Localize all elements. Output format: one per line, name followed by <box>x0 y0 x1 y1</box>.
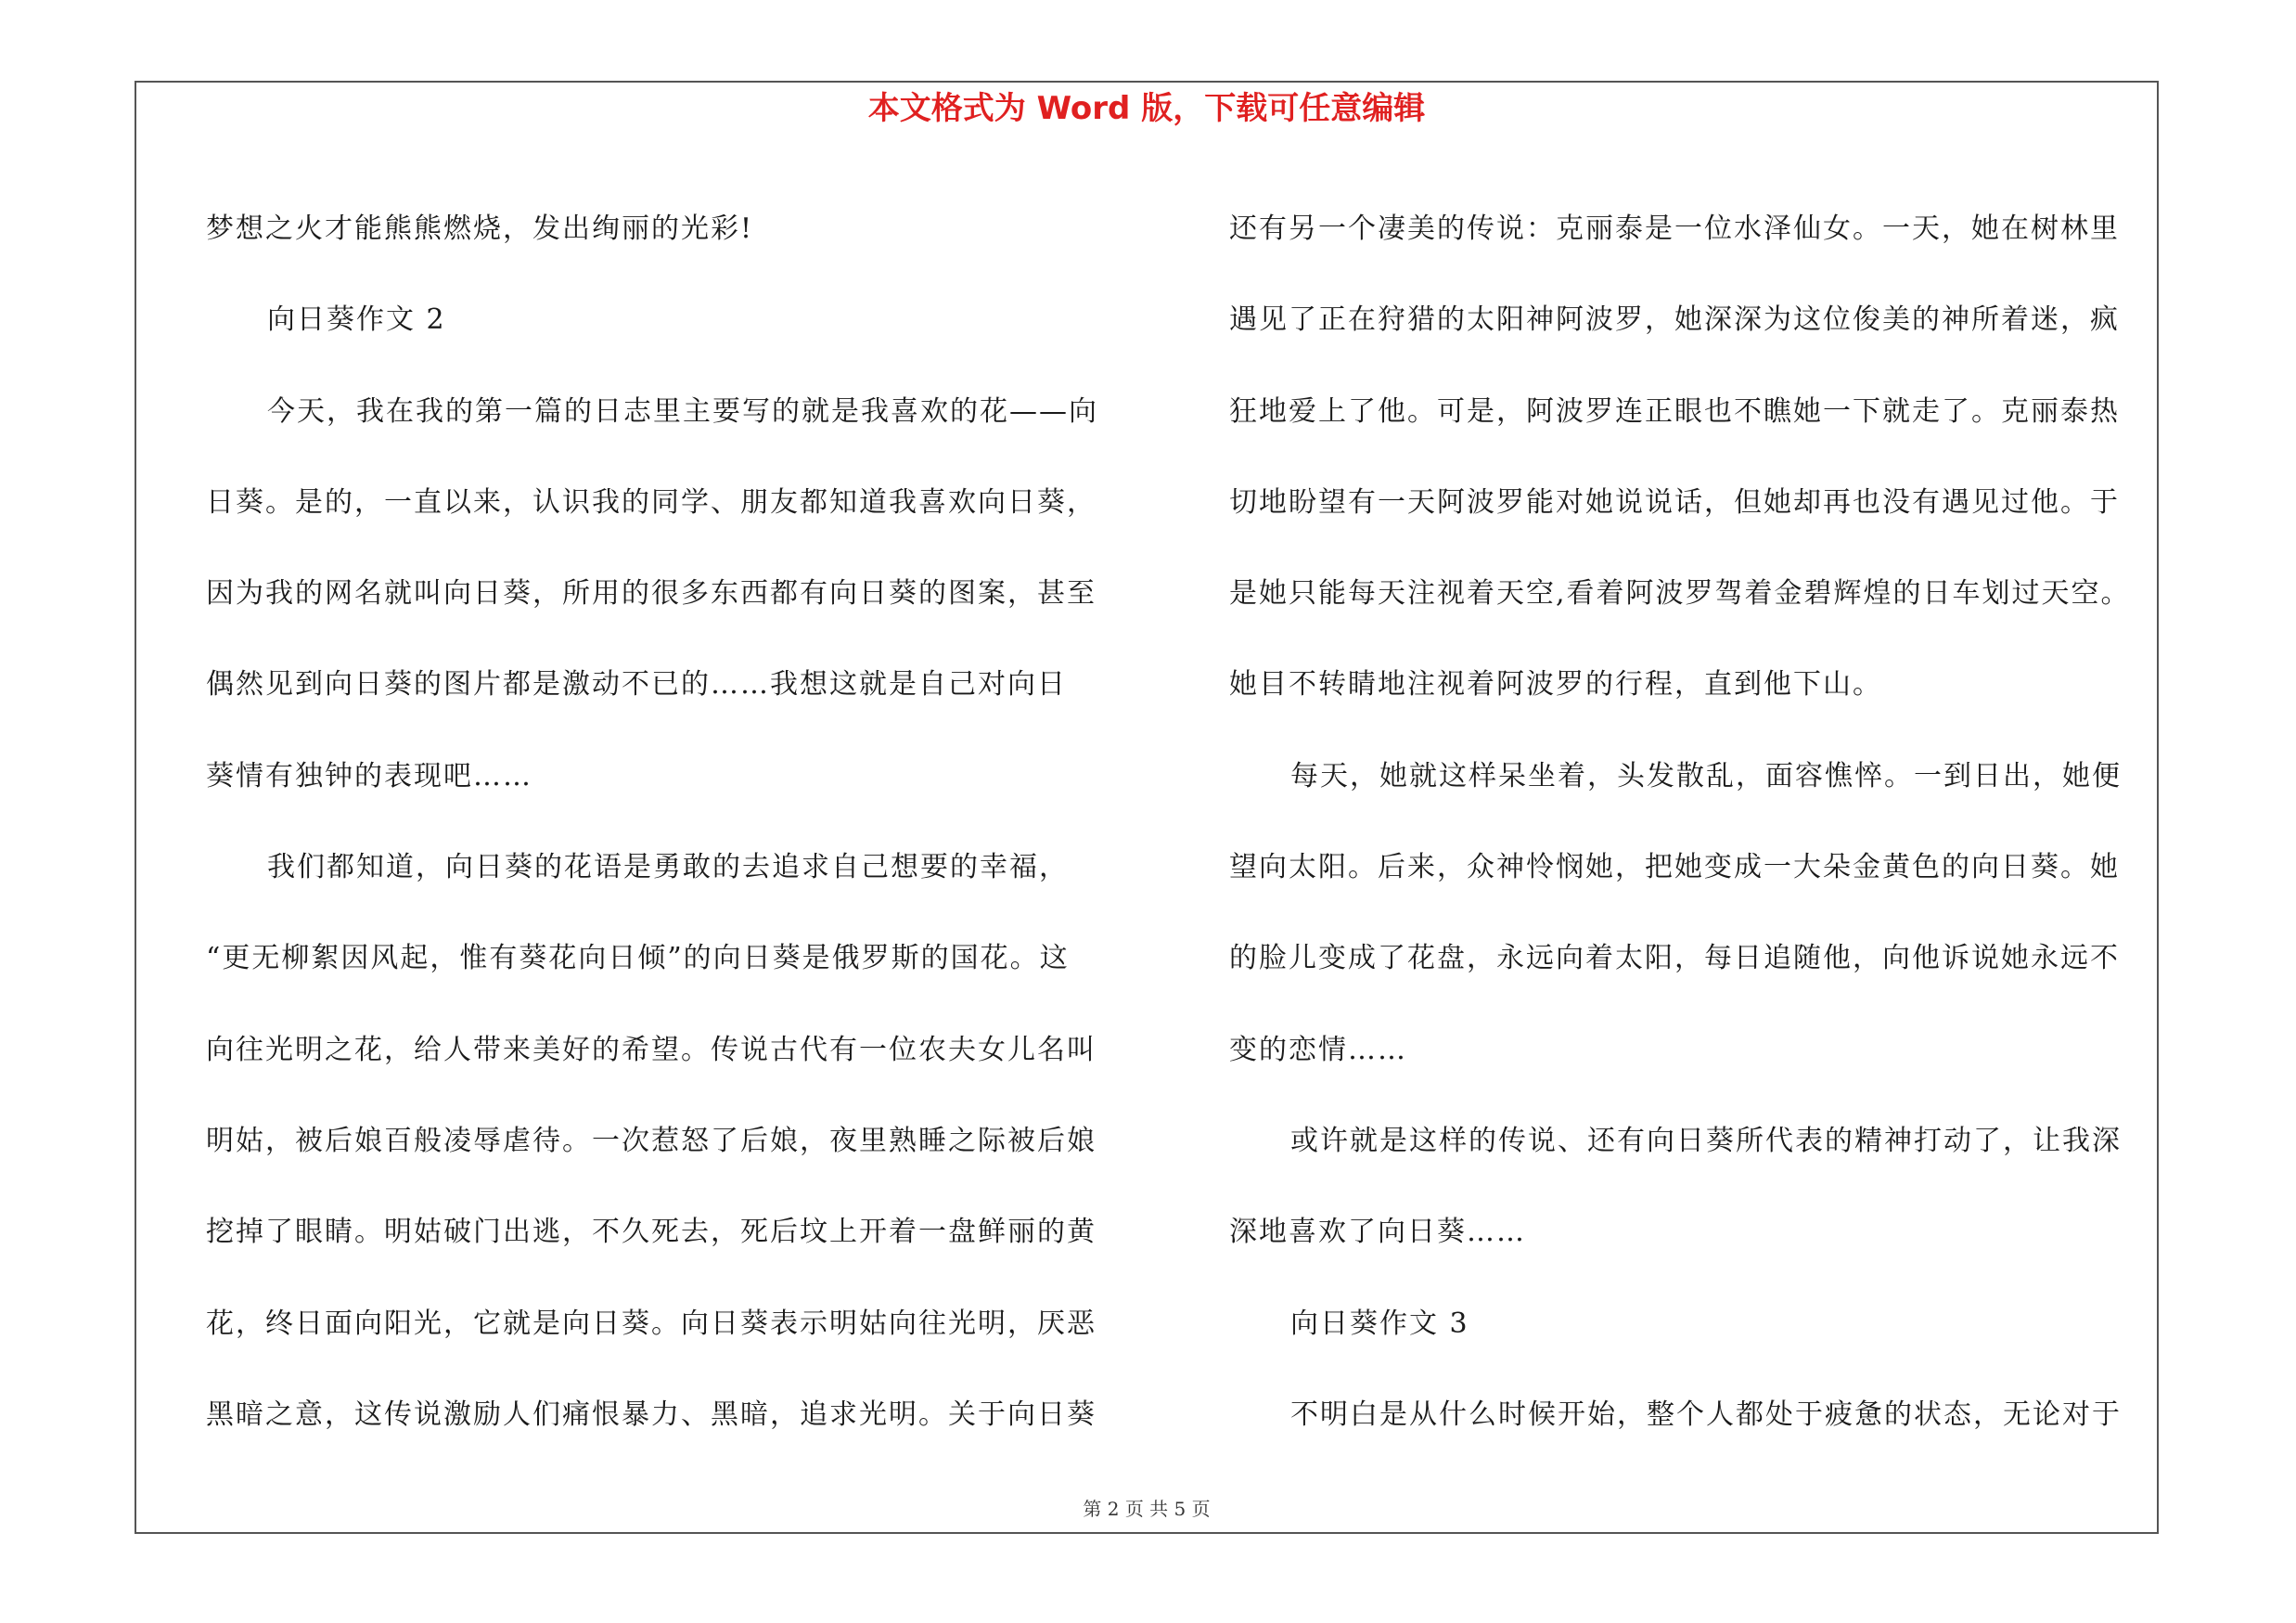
text-line: 或许就是这样的传说、还有向日葵所代表的精神打动了，让我深 <box>1290 1124 2122 1157</box>
left-column <box>206 184 1134 1461</box>
format-banner: 本文格式为 Word 版，下载可任意编辑 <box>867 90 1426 127</box>
text-line: 深地喜欢了向日葵…… <box>1229 1216 1526 1249</box>
text-line: 变的恋情…… <box>1229 1033 1407 1066</box>
text-line: 我们都知道，向日葵的花语是勇敢的去追求自己想要的幸福， <box>267 851 1069 884</box>
text-line: 不明白是从什么时候开始，整个人都处于疲惫的状态，无论对于 <box>1290 1398 2122 1431</box>
text-line: 日葵。是的，一直以来，认识我的同学、朋友都知道我喜欢向日葵， <box>206 485 1097 519</box>
text-line: 还有另一个凄美的传说：克丽泰是一位水泽仙女。一天，她在树林里 <box>1229 213 2120 245</box>
text-line: “更无柳絮因风起，惟有葵花向日倾”的向日葵是俄罗斯的国花。这 <box>206 942 1070 975</box>
section-heading: 向日葵作文 2 <box>267 303 446 337</box>
page-number-footer: 第 2 页 共 5 页 <box>1083 1498 1211 1520</box>
text-line: 黑暗之意，这传说激励人们痛恨暴力、黑暗，追求光明。关于向日葵 <box>206 1398 1097 1431</box>
text-line: 梦想之火才能熊熊燃烧，发出绚丽的光彩! <box>206 213 754 245</box>
section-heading: 向日葵作文 3 <box>1290 1307 1469 1340</box>
text-line: 因为我的网名就叫向日葵，所用的很多东西都有向日葵的图案，甚至 <box>206 577 1097 611</box>
text-line: 遇见了正在狩猎的太阳神阿波罗，她深深为这位俊美的神所着迷，疯 <box>1229 303 2120 337</box>
text-line: 向往光明之花，给人带来美好的希望。传说古代有一位农夫女儿名叫 <box>206 1033 1097 1066</box>
text-line: 今天，我在我的第一篇的日志里主要写的就是我喜欢的花——向 <box>267 394 1098 428</box>
text-line: 挖掉了眼睛。明姑破门出逃，不久死去，死后坟上开着一盘鲜丽的黄 <box>206 1216 1097 1249</box>
text-line: 每天，她就这样呆坐着，头发散乱，面容憔悴。一到日出，她便 <box>1290 759 2122 792</box>
right-column <box>1229 184 2166 1461</box>
text-line: 明姑，被后娘百般凌辱虐待。一次惹怒了后娘，夜里熟睡之际被后娘 <box>206 1124 1097 1157</box>
text-line: 是她只能每天注视着天空,看着阿波罗驾着金碧辉煌的日车划过天空。 <box>1229 577 2131 611</box>
text-line: 狂地爱上了他。可是，阿波罗连正眼也不瞧她一下就走了。克丽泰热 <box>1229 394 2120 428</box>
text-line: 偶然见到向日葵的图片都是激动不已的……我想这就是自己对向日 <box>206 668 1067 702</box>
text-line: 的脸儿变成了花盘，永远向着太阳，每日追随他，向他诉说她永远不 <box>1229 942 2120 975</box>
text-line: 切地盼望有一天阿波罗能对她说说话，但她却再也没有遇见过他。于 <box>1229 485 2120 519</box>
text-line: 她目不转睛地注视着阿波罗的行程，直到他下山。 <box>1229 668 1882 702</box>
text-line: 葵情有独钟的表现吧…… <box>206 759 532 792</box>
text-line: 望向太阳。后来，众神怜悯她，把她变成一大朵金黄色的向日葵。她 <box>1229 851 2120 884</box>
text-line: 花，终日面向阳光，它就是向日葵。向日葵表示明姑向往光明，厌恶 <box>206 1307 1097 1340</box>
